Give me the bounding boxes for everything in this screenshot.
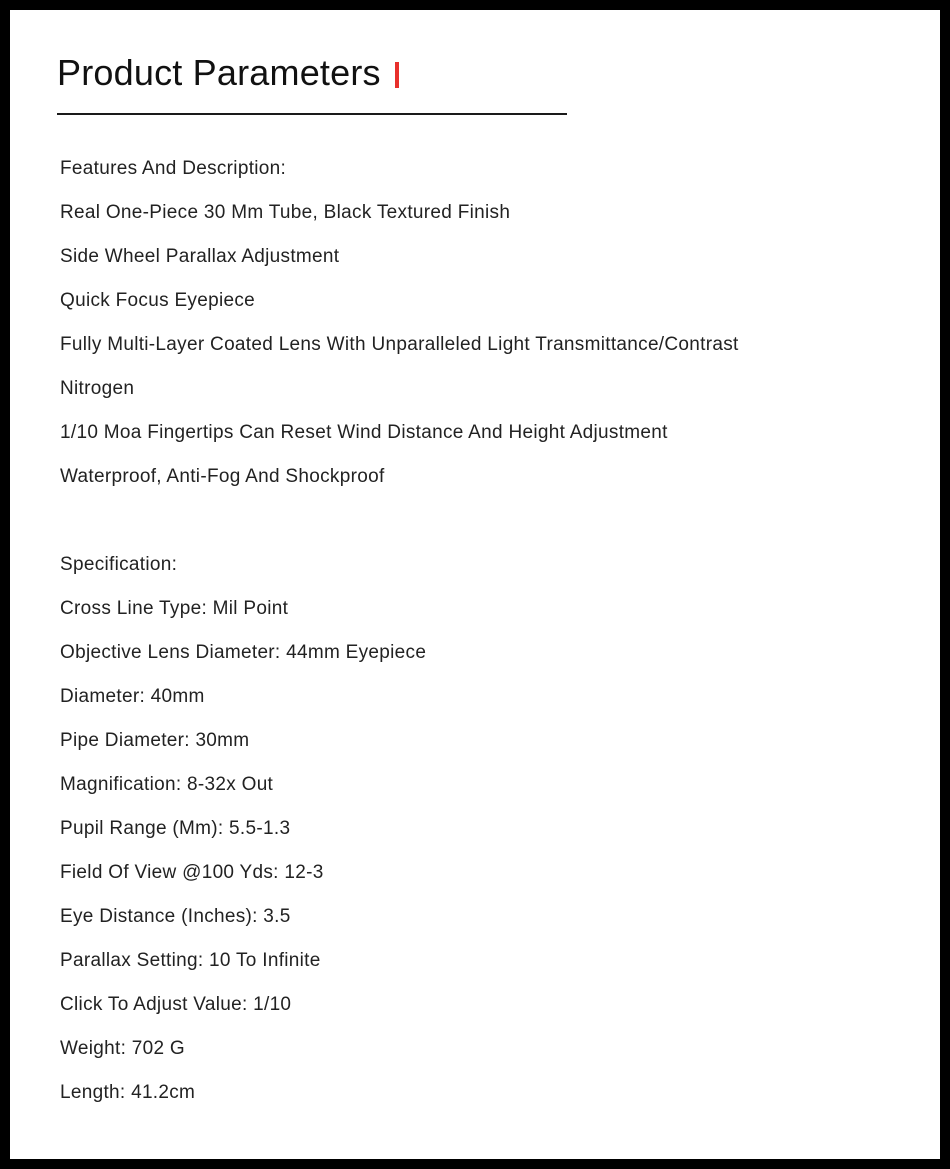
feature-item: Nitrogen xyxy=(60,378,135,399)
spec-item: Parallax Setting: 10 To Infinite xyxy=(60,950,321,971)
title-row xyxy=(57,48,399,98)
features-heading: Features And Description: xyxy=(60,158,287,179)
title-accent-bar xyxy=(395,62,399,88)
feature-item: Fully Multi-Layer Coated Lens With Unparalleled Light Transmittance/Contrast xyxy=(60,334,739,355)
spec-item: Weight: 702 G xyxy=(60,1038,186,1059)
spec-item: Diameter: 40mm xyxy=(60,686,205,707)
spec-item: Pipe Diameter: 30mm xyxy=(60,730,250,751)
specification-heading: Specification: xyxy=(60,554,178,575)
spec-item: Click To Adjust Value: 1/10 xyxy=(60,994,292,1015)
page-title: Product Parameters xyxy=(57,52,381,93)
feature-item: Real One-Piece 30 Mm Tube, Black Textured Finish xyxy=(60,202,511,223)
feature-item: 1/10 Moa Fingertips Can Reset Wind Distance And Height Adjustment xyxy=(60,422,668,443)
feature-item: Quick Focus Eyepiece xyxy=(60,290,256,311)
spec-item: Objective Lens Diameter: 44mm Eyepiece xyxy=(60,642,427,663)
spec-item: Eye Distance (Inches): 3.5 xyxy=(60,906,291,927)
feature-item: Waterproof, Anti-Fog And Shockproof xyxy=(60,466,385,487)
feature-item: Side Wheel Parallax Adjustment xyxy=(60,246,340,267)
parameters-list xyxy=(60,152,920,1120)
spec-item: Length: 41.2cm xyxy=(60,1082,196,1103)
section-spacer xyxy=(60,504,920,548)
spec-item: Pupil Range (Mm): 5.5-1.3 xyxy=(60,818,291,839)
title-underline xyxy=(57,113,567,115)
spec-item: Magnification: 8-32x Out xyxy=(60,774,274,795)
page-frame xyxy=(10,10,940,1159)
spec-item: Field Of View @100 Yds: 12-3 xyxy=(60,862,324,883)
spec-item: Cross Line Type: Mil Point xyxy=(60,598,289,619)
